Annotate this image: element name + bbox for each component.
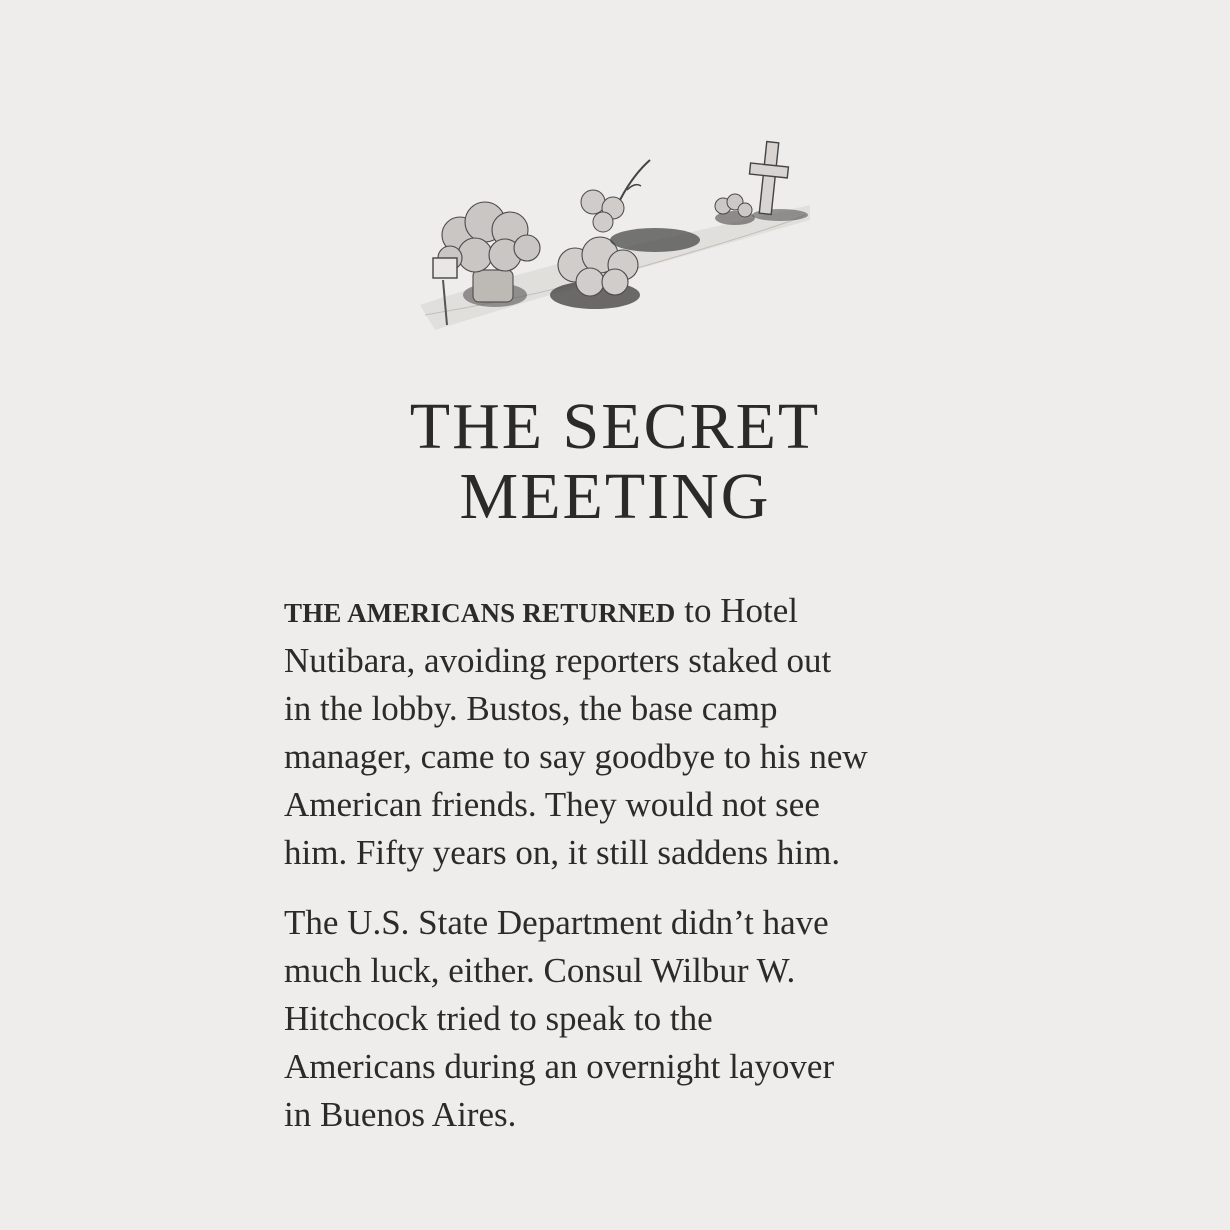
title-line-2: MEETING bbox=[459, 460, 771, 533]
paragraph-line: much luck, either. Consul Wilbur W. bbox=[284, 951, 796, 990]
paragraph-line: Hitchcock tried to speak to the bbox=[284, 999, 713, 1038]
article-body bbox=[284, 587, 964, 1161]
paragraph-line: him. Fifty years on, it still saddens him. bbox=[284, 833, 841, 872]
paragraph-line: American friends. They would not see bbox=[284, 785, 820, 824]
title-line-1: THE SECRET bbox=[409, 390, 821, 463]
paragraph-2 bbox=[284, 899, 964, 1139]
paragraph-line bbox=[284, 587, 964, 637]
page-title bbox=[0, 392, 1230, 532]
lead-in: THE AMERICANS RETURNED bbox=[284, 598, 676, 628]
paragraph-line: in the lobby. Bustos, the base camp bbox=[284, 689, 778, 728]
graveside-flowers-cross-illustration bbox=[405, 130, 825, 350]
paragraph-line: Americans during an overnight layover bbox=[284, 1047, 835, 1086]
paragraph-line: in Buenos Aires. bbox=[284, 1095, 517, 1134]
paragraph-line: Nutibara, avoiding reporters staked out bbox=[284, 641, 832, 680]
paragraph-text: to Hotel bbox=[675, 591, 798, 630]
paragraph-line: manager, came to say goodbye to his new bbox=[284, 737, 868, 776]
paragraph-line: The U.S. State Department didn’t have bbox=[284, 903, 829, 942]
paragraph-1 bbox=[284, 587, 964, 877]
